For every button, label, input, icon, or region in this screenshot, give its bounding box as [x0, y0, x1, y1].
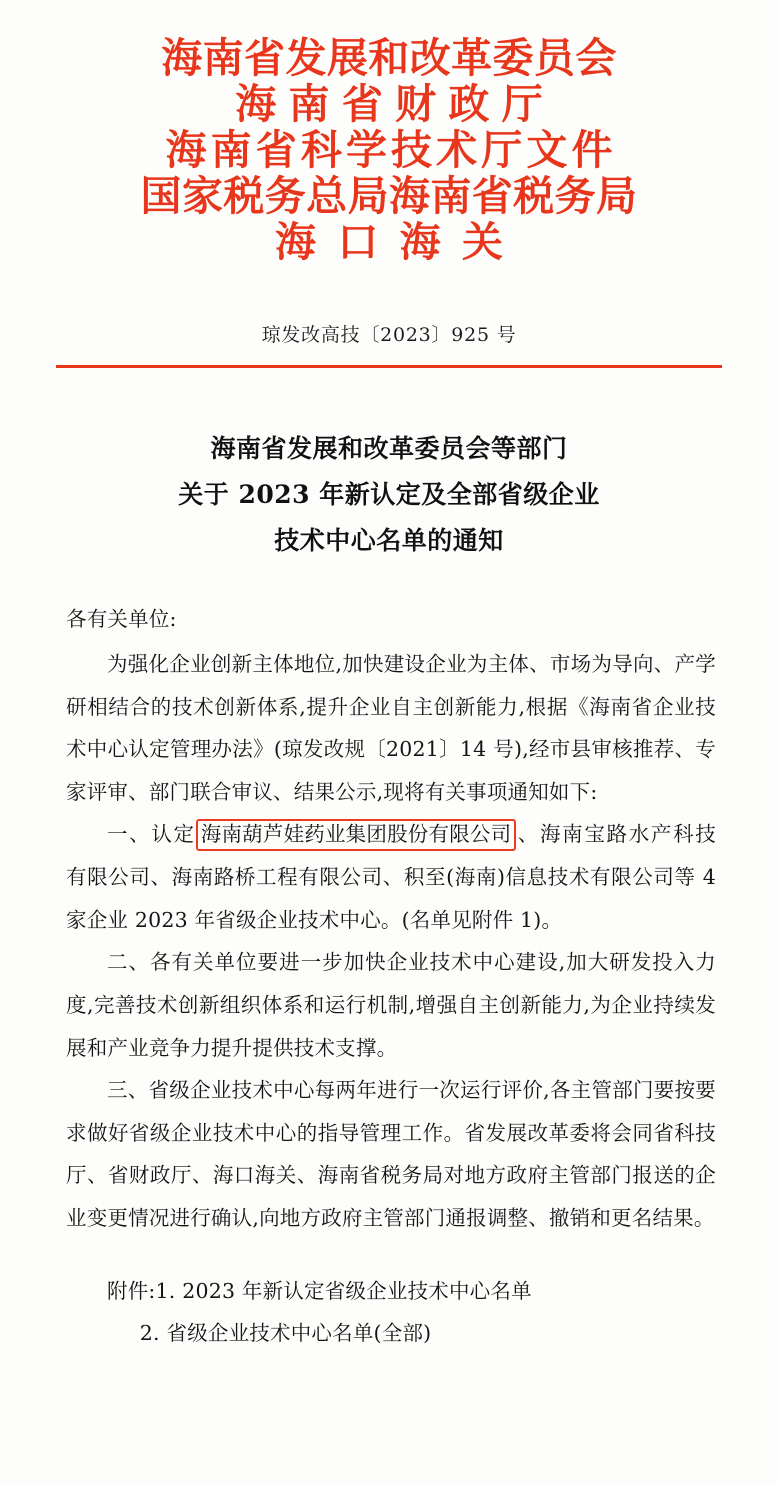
attachments [66, 1270, 716, 1355]
document-title [44, 426, 734, 565]
document-number: 琼发改高技〔2023〕925 号 [261, 323, 517, 346]
masthead-line-4: 国家税务总局海南省税务局 [140, 171, 638, 220]
document-body [44, 598, 734, 1355]
masthead-line-1: 海南省发展和改革委员会 [161, 34, 617, 82]
paragraph-item-1-prefix: 一、认定 [107, 822, 196, 847]
attachment-line-2: 2. 省级企业技术中心名单(全部) [139, 1321, 432, 1346]
attachment-line-1: 附件:1. 2023 年新认定省级企业技术中心名单 [107, 1278, 532, 1303]
masthead [44, 36, 734, 266]
title-line-2: 关于 2023 年新认定及全部省级企业 [178, 479, 600, 509]
highlighted-company-name: 海南葫芦娃药业集团股份有限公司 [196, 819, 517, 851]
masthead-line-2: 海南省财政厅 [235, 79, 556, 128]
red-divider-rule [56, 365, 722, 368]
paragraph-item-1 [66, 813, 716, 941]
masthead-line-5: 海口海关 [275, 217, 525, 266]
paragraph-item-1-suffix: 、海南宝路水产科技有限公司、海南路桥工程有限公司、积至(海南)信息技术有限公司等 4 家企业 2023 年省级企业技术中心。(名单见附件 1)。 [66, 822, 716, 932]
masthead-line-3: 海南省科学技术厅文件 [165, 125, 617, 174]
paragraph-item-2: 二、各有关单位要进一步加快企业技术中心建设,加大研发投入力度,完善技术创新组织体系和运行机制,增强自主创新能力,为企业持续发展和产业竞争力提升提供技术支撑。 [66, 950, 716, 1060]
title-line-1: 海南省发展和改革委员会等部门 [210, 433, 568, 463]
title-line-3: 技术中心名单的通知 [274, 526, 504, 556]
paragraph-intro: 为强化企业创新主体地位,加快建设企业为主体、市场为导向、产学研相结合的技术创新体系,提升企业自主创新能力,根据《海南省企业技术中心认定管理办法》(琼发改规〔2021〕14 号),经市县审核推荐、专家评审、部门联合审议、结果公示,现将有关事项通知如下: [66, 651, 716, 804]
paragraph-item-3: 三、省级企业技术中心每两年进行一次运行评价,各主管部门要按要求做好省级企业技术中心的指导管理工作。省发展改革委将会同省科技厅、省财政厅、海口海关、海南省税务局对地方政府主管部门报送的企业变更情况进行确认,向地方政府主管部门通报调整、撤销和更名结果。 [66, 1078, 716, 1231]
salutation: 各有关单位: [66, 607, 177, 632]
